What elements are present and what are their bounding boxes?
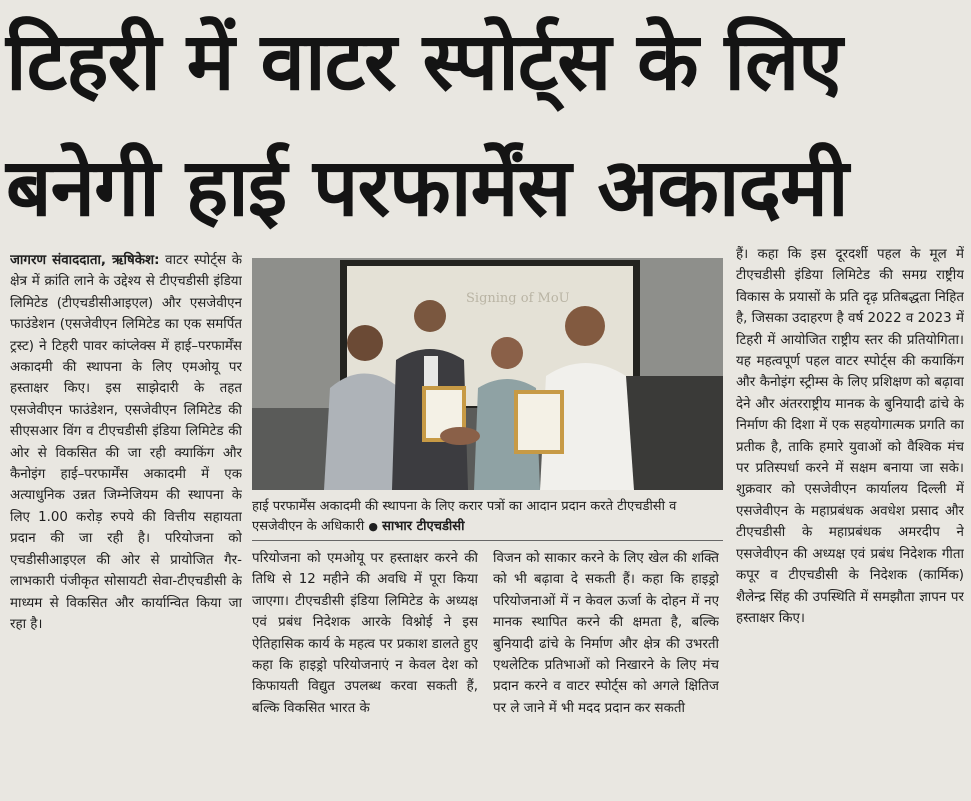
byline: जागरण संवाददाता, ऋषिकेश: bbox=[10, 253, 160, 268]
headline-line-2: बनेगी हाई परफार्मेंस अकादमी bbox=[6, 141, 848, 234]
article-column-1 bbox=[10, 250, 242, 798]
bullet-icon: ● bbox=[368, 520, 378, 533]
column-1-text: वाटर स्पोर्ट्स के क्षेत्र में क्रांति लाने के उद्देश्य से टीएचडीसी इंडिया लिमिटेड (टीएचडीसीआइएल) और एसजेवीएन फाउंडेशन (एसजेवीएन लिमिटेड का एक समर्पित ट्रस्ट) ने टिहरी पावर कांप्लेक्स में हाई–परफार्मेंस अकादमी की स्थापना के लिए एमओयू पर हस्ताक्षर किए। इस साझेदारी के तहत एसजेवीएन फाउंडेशन, एसजेवीएन लिमिटेड की सीएसआर विंग व टीएचडीसी इंडिया लिमिटेड की ओर से विकसित की जा रही क्याकिंग और कैनोइंग हाई–परफार्मेंस अकादमी में एक अत्याधुनिक उन्नत जिम्नेजियम की स्थापना के लिए 1.00 करोड़ रुपये की वित्तीय सहायता प्रदान की जा रही है। परियोजना को एचडीसीआइएल की ओर से प्रायोजित गैर-लाभकारी पंजीकृत सोसायटी सेवा-टीएचडीसी के माध्यम से विकसित और कार्यान्वित किया जा रहा है। bbox=[10, 253, 242, 632]
headline-line-1: टिहरी में वाटर स्पोर्ट्स के लिए bbox=[6, 15, 842, 108]
article-column-2: परियोजना को एमओयू पर हस्ताक्षर करने की तिथि से 12 महीने की अवधि में पूरा किया जाएगा। टीएचडीसी इंडिया लिमिटेड के अध्यक्ष एवं प्रबंध निदेशक आरके विश्नोई ने इस ऐतिहासिक कार्य के महत्व पर प्रकाश डालते हुए कहा कि हाइड्रो परियोजनाएं न केवल देश को किफायती विद्युत उपलब्ध करवा सकती हैं, बल्कि विकसित भारत के bbox=[252, 551, 478, 716]
caption-divider bbox=[252, 540, 723, 541]
photo-credit: साभार टीएचडीसी bbox=[382, 519, 465, 534]
article-column-4: हैं। कहा कि इस दूरदर्शी पहल के मूल में टीएचडीसी इंडिया लिमिटेड की समग्र राष्ट्रीय विकास के प्रयासों के प्रति दृढ़ प्रतिबद्धता निहित है, जिसका उदाहरण है वर्ष 2022 व 2023 में टिहरी में आयोजित राष्ट्रीय स्तर की प्रतियोगिता। यह महत्वपूर्ण पहल वाटर स्पोर्ट्स की कयाकिंग और कैनोइंग स्ट्रीम्स के लिए प्रशिक्षण को बढ़ावा देने और अंतरराष्ट्रीय मानक के बुनियादी ढांचे के निर्माण की दिशा में एक सहयोगात्मक प्रगति का प्रतीक है, ताकि हमारे युवाओं को वैश्विक मंच पर प्रतिस्पर्धा करने में सक्षम बनाया जा सके। शुक्रवार को एसजेवीएन कार्यालय दिल्ली में एसजेवीएन के महाप्रबंधक अवधेश प्रसाद और टीएचडीसी के महाप्रबंधक अमरदीप ने एसजेवीएन की अध्यक्ष एवं प्रबंध निदेशक गीता कपूर व टीएचडीसी के निदेशक (कार्मिक) शैलेन्द्र सिंह की उपस्थिति में समझौता ज्ञापन पर हस्ताक्षर किए। bbox=[736, 247, 964, 626]
caption-text: हाई परफार्मेंस अकादमी की स्थापना के लिए करार पत्रों का आदान प्रदान करते टीएचडीसी व एसजेवीएन के अधिकारी bbox=[252, 499, 677, 534]
screen-text: Signing of MoU bbox=[466, 291, 570, 306]
photo-caption bbox=[252, 497, 723, 537]
news-photo bbox=[252, 258, 723, 490]
article-column-3: विजन को साकार करने के लिए खेल की शक्ति को भी बढ़ावा दे सकती हैं। कहा कि हाइड्रो परियोजनाओं में न केवल ऊर्जा के दोहन में नए मानक स्थापित करने की क्षमता है, बल्कि बुनियादी ढांचे के निर्माण और क्षेत्र की उभरती एथलेटिक प्रतिभाओं को निखारने के लिए मंच प्रदान करने व वाटर स्पोर्ट्स को अगले क्षितिज पर ले जाने में भी मदद प्रदान कर सकती bbox=[493, 551, 719, 716]
signing-ceremony-photo bbox=[252, 258, 723, 490]
